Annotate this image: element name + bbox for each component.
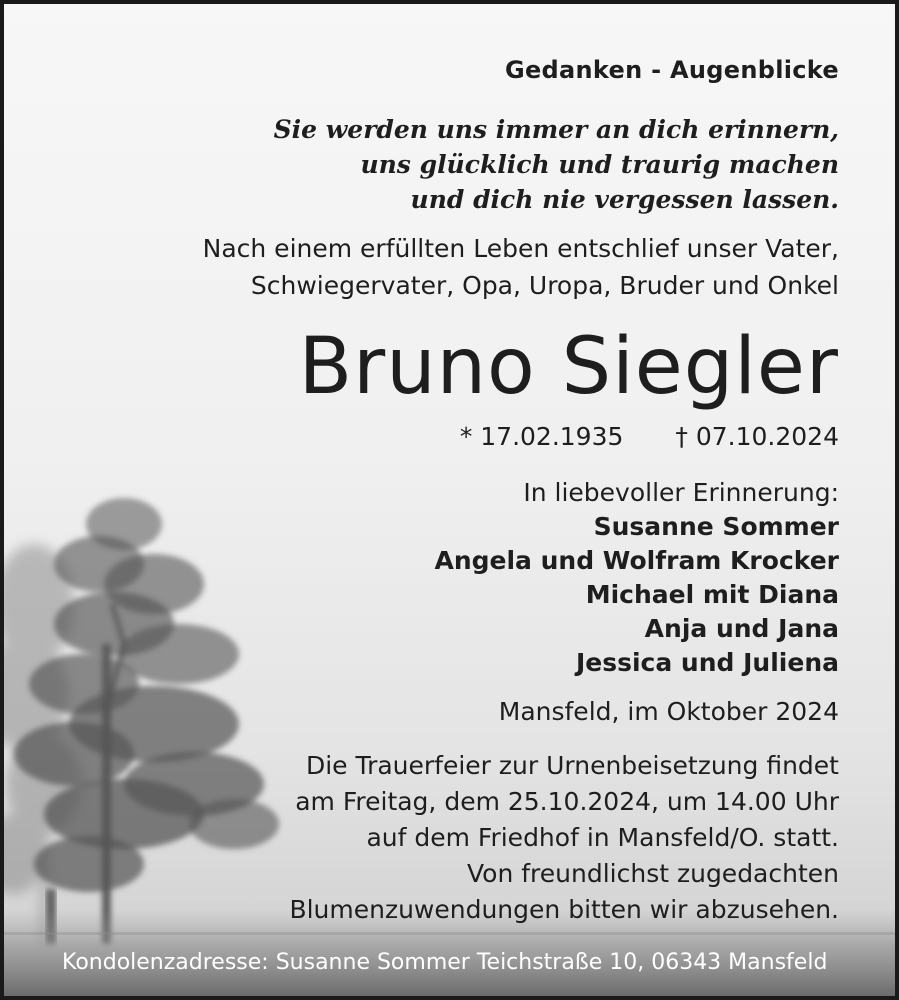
- family-member: Michael mit Diana: [585, 580, 839, 609]
- intro-line: Schwiegervater, Opa, Uropa, Bruder und Onkel: [250, 271, 839, 300]
- life-dates: [460, 422, 839, 451]
- memory-intro: In liebevoller Erinnerung:: [523, 478, 839, 507]
- quote-line: und dich nie vergessen lassen.: [410, 185, 839, 214]
- service-line: Blumenzuwendungen bitten wir abzusehen.: [289, 895, 839, 924]
- quote-line: Sie werden uns immer an dich erinnern,: [273, 115, 839, 144]
- quote: [274, 112, 839, 217]
- family-member: Susanne Sommer: [593, 512, 839, 541]
- deceased-name: Bruno Siegler: [298, 322, 839, 412]
- family-member: Anja und Jana: [644, 614, 839, 643]
- quote-line: uns glücklich und traurig machen: [360, 150, 839, 179]
- service-line: Von freundlichst zugedachten: [467, 859, 839, 888]
- birth-date: * 17.02.1935: [459, 422, 624, 451]
- service-line: am Freitag, dem 25.10.2024, um 14.00 Uhr: [295, 787, 839, 816]
- horizon-shape: [4, 932, 899, 935]
- heading: Gedanken - Augenblicke: [504, 56, 839, 84]
- family-member: Angela und Wolfram Krocker: [434, 546, 839, 575]
- service-line: auf dem Friedhof in Mansfeld/O. statt.: [366, 823, 839, 852]
- service-info: [289, 748, 839, 928]
- intro-line: Nach einem erfüllten Leben entschlief unser Vater,: [202, 234, 839, 263]
- place-date: Mansfeld, im Oktober 2024: [498, 697, 839, 726]
- death-date: † 07.10.2024: [675, 422, 839, 451]
- condolence-address: Kondolenzadresse: Susanne Sommer Teichstraße 10, 06343 Mansfeld: [62, 950, 828, 975]
- intro-text: [203, 230, 839, 304]
- service-line: Die Trauerfeier zur Urnenbeisetzung findet: [305, 751, 839, 780]
- family-list: [434, 510, 839, 680]
- family-member: Jessica und Juliena: [575, 648, 839, 677]
